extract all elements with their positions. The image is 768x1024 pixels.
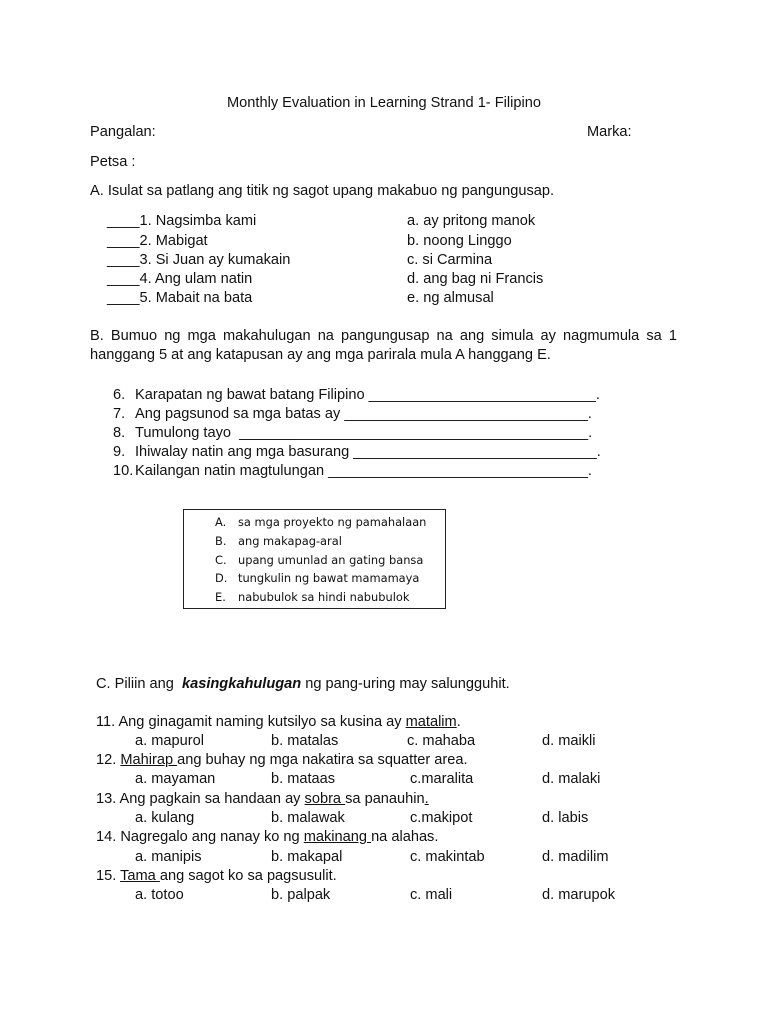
option-c: c. makintab: [410, 849, 485, 865]
page-title: Monthly Evaluation in Learning Strand 1- Filipino: [227, 95, 541, 111]
sentence-line: Tumulong tayo ___________________________________________.: [135, 425, 593, 441]
question-text: 12.: [96, 752, 121, 768]
box-letter: B.: [215, 534, 227, 548]
list-item: [107, 232, 208, 250]
question-text: 11. Ang ginagamit naming kutsilyo sa kusina ay: [96, 714, 406, 730]
list-item: [107, 289, 252, 307]
choice-c: c. si Carmina: [407, 252, 493, 268]
item-text: 4. Ang ulam natin: [139, 271, 253, 287]
item-text: 5. Mabait na bata: [139, 290, 253, 306]
choice-b: b. noong Linggo: [407, 233, 512, 249]
underlined-word: matalim: [405, 714, 457, 730]
instruction-text: ng pang-uring may salungguhit.: [301, 676, 510, 692]
answer-blank: ____: [107, 271, 140, 287]
item-text: 1. Nagsimba kami: [139, 213, 257, 229]
option-d: d. maikli: [542, 733, 596, 749]
option-d: d. madilim: [542, 849, 609, 865]
name-label: Pangalan:: [90, 124, 156, 140]
question-text: 14. Nagregalo ang nanay ko ng: [96, 829, 304, 845]
option-d: d. malaki: [542, 771, 601, 787]
date-label: Petsa :: [90, 154, 136, 170]
choice-e: e. ng almusal: [407, 290, 494, 306]
answer-blank: ____: [107, 233, 140, 249]
question-text: .: [456, 714, 461, 730]
box-phrase: upang umunlad an gating bansa: [238, 553, 424, 567]
item-text: 3. Si Juan ay kumakain: [139, 252, 291, 268]
score-label: Marka:: [587, 124, 632, 140]
sentence-line: Kailangan natin magtulungan ________________________________.: [135, 463, 592, 479]
choice-a: a. ay pritong manok: [407, 213, 536, 229]
option-c: c.maralita: [410, 771, 474, 787]
option-a: a. mapurol: [135, 733, 204, 749]
option-a: a. mayaman: [135, 771, 216, 787]
question-text: na alahas.: [371, 829, 439, 845]
box-letter: C.: [215, 553, 227, 567]
underlined-word: Tama: [120, 868, 160, 884]
question-text: ang sagot ko sa pagsusulit.: [159, 868, 337, 884]
list-item: [107, 212, 256, 230]
question-text: 15.: [96, 868, 121, 884]
box-letter: E.: [215, 590, 226, 604]
question-11: [96, 713, 461, 731]
option-d: d. labis: [542, 810, 589, 826]
option-b: b. palpak: [271, 887, 331, 903]
box-phrase: sa mga proyekto ng pamahalaan: [238, 515, 427, 529]
option-c: c. mahaba: [407, 733, 476, 749]
option-b: b. matalas: [271, 733, 339, 749]
question-text: sa panauhin: [345, 791, 425, 807]
question-14: [96, 828, 438, 846]
question-13: [96, 790, 429, 808]
option-b: b. malawak: [271, 810, 345, 826]
box-letter: D.: [215, 571, 228, 585]
sentence-line: Ihiwalay natin ang mga basurang ______________________________.: [135, 444, 601, 460]
item-number: 9.: [113, 444, 126, 460]
question-12: [96, 751, 468, 769]
item-number: 6.: [113, 387, 126, 403]
section-a-instruction: A. Isulat sa patlang ang titik ng sagot upang makabuo ng pangungusap.: [90, 183, 555, 199]
box-letter: A.: [215, 515, 227, 529]
answer-blank: ____: [107, 252, 140, 268]
underlined-period: .: [424, 791, 429, 807]
question-text: 13. Ang pagkain sa handaan ay: [96, 791, 305, 807]
option-b: b. makapal: [271, 849, 343, 865]
sentence-line: Ang pagsunod sa mga batas ay ______________________________.: [135, 406, 592, 422]
section-b-instruction: B. Bumuo ng mga makahulugan na pangungusap na ang simula ay nagmumula sa 1 hanggang 5 at ang katapusan ay ang mga parirala mula A hanggang E.: [90, 328, 677, 363]
box-phrase: nabubulok sa hindi nabubulok: [238, 590, 410, 604]
sentence-line: Karapatan ng bawat batang Filipino ____________________________.: [135, 387, 600, 403]
answer-blank: ____: [107, 213, 140, 229]
item-number: 8.: [113, 425, 126, 441]
item-text: 2. Mabigat: [139, 233, 208, 249]
section-c-instruction: [96, 675, 510, 693]
item-number: 10.: [113, 463, 134, 479]
answer-blank: ____: [107, 290, 140, 306]
phrase-box: [183, 509, 446, 609]
question-text: ang buhay ng mga nakatira sa squatter area.: [177, 752, 468, 768]
emphasis-text: kasingkahulugan: [181, 676, 302, 692]
option-b: b. mataas: [271, 771, 336, 787]
instruction-text: C. Piliin ang: [96, 676, 182, 692]
underlined-word: sobra: [304, 791, 346, 807]
choice-d: d. ang bag ni Francis: [407, 271, 544, 287]
box-phrase: ang makapag-aral: [238, 534, 342, 548]
underlined-word: makinang: [303, 829, 372, 845]
option-c: c.makipot: [410, 810, 473, 826]
option-a: a. manipis: [135, 849, 202, 865]
underlined-word: Mahirap: [120, 752, 178, 768]
box-phrase: tungkulin ng bawat mamamaya: [238, 571, 420, 585]
list-item: [107, 270, 252, 288]
question-15: [96, 867, 337, 885]
option-a: a. totoo: [135, 887, 184, 903]
item-number: 7.: [113, 406, 126, 422]
option-d: d. marupok: [542, 887, 616, 903]
option-a: a. kulang: [135, 810, 195, 826]
option-c: c. mali: [410, 887, 453, 903]
list-item: [107, 251, 290, 269]
